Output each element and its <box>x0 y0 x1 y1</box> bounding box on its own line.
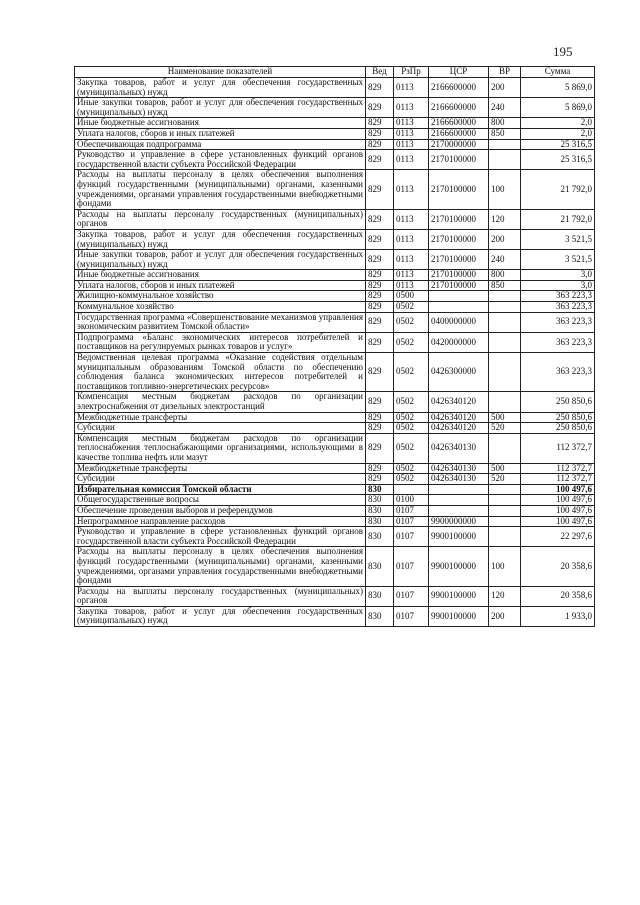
cell-rzpr: 0113 <box>394 150 429 170</box>
cell-name: Расходы на выплаты персоналу государственных (муниципальных) органов <box>75 209 366 229</box>
cell-ved: 829 <box>366 433 394 463</box>
cell-vr: 500 <box>489 412 521 423</box>
cell-ved: 830 <box>366 586 394 606</box>
cell-sum: 100 497,6 <box>521 505 595 516</box>
table-row <box>75 118 595 129</box>
cell-name: Избирательная комиссия Томской области <box>75 484 366 495</box>
table-row <box>75 463 595 474</box>
cell-vr: 200 <box>489 78 521 98</box>
table-row <box>75 128 595 139</box>
cell-name: Общегосударственные вопросы <box>75 495 366 506</box>
cell-rzpr: 0107 <box>394 516 429 527</box>
cell-rzpr: 0107 <box>394 505 429 516</box>
table-row <box>75 150 595 170</box>
cell-rzpr: 0113 <box>394 98 429 118</box>
cell-rzpr: 0502 <box>394 332 429 352</box>
cell-ved: 829 <box>366 463 394 474</box>
cell-name: Обеспечивающая подпрограмма <box>75 139 366 150</box>
cell-rzpr: 0113 <box>394 78 429 98</box>
cell-vr <box>489 291 521 302</box>
table-row <box>75 291 595 302</box>
cell-rzpr: 0113 <box>394 250 429 270</box>
table-row <box>75 606 595 626</box>
cell-sum: 3 521,5 <box>521 250 595 270</box>
cell-sum: 363 223,3 <box>521 302 595 313</box>
cell-csr: 2170000000 <box>429 139 489 150</box>
cell-sum: 112 372,7 <box>521 463 595 474</box>
cell-name: Жилищно-коммунальное хозяйство <box>75 291 366 302</box>
cell-vr <box>489 302 521 313</box>
cell-ved: 829 <box>366 312 394 332</box>
cell-csr: 0426340130 <box>429 463 489 474</box>
cell-csr: 2166600000 <box>429 98 489 118</box>
cell-ved: 829 <box>366 302 394 313</box>
cell-vr <box>489 505 521 516</box>
cell-rzpr: 0113 <box>394 170 429 209</box>
cell-csr: 2170100000 <box>429 209 489 229</box>
cell-name: Расходы на выплаты персоналу государственных (муниципальных) органов <box>75 586 366 606</box>
cell-vr <box>489 516 521 527</box>
cell-csr: 9900100000 <box>429 586 489 606</box>
cell-name: Уплата налогов, сборов и иных платежей <box>75 280 366 291</box>
cell-vr: 240 <box>489 250 521 270</box>
table-row <box>75 270 595 281</box>
cell-ved: 829 <box>366 128 394 139</box>
cell-rzpr: 0113 <box>394 118 429 129</box>
table-row <box>75 423 595 434</box>
cell-rzpr: 0500 <box>394 291 429 302</box>
cell-vr: 200 <box>489 229 521 249</box>
cell-sum: 21 792,0 <box>521 170 595 209</box>
header-sum: Сумма <box>521 67 595 78</box>
table-row <box>75 505 595 516</box>
table-row <box>75 209 595 229</box>
cell-rzpr: 0113 <box>394 139 429 150</box>
table-row <box>75 229 595 249</box>
cell-rzpr: 0502 <box>394 412 429 423</box>
cell-csr: 2170100000 <box>429 170 489 209</box>
cell-ved: 829 <box>366 270 394 281</box>
cell-vr: 100 <box>489 170 521 209</box>
table-row <box>75 312 595 332</box>
cell-sum: 363 223,3 <box>521 353 595 392</box>
cell-vr: 200 <box>489 606 521 626</box>
cell-rzpr <box>394 484 429 495</box>
cell-sum: 22 297,6 <box>521 527 595 547</box>
table-row <box>75 586 595 606</box>
table-row <box>75 78 595 98</box>
cell-csr: 9900100000 <box>429 547 489 586</box>
cell-vr <box>489 312 521 332</box>
cell-rzpr: 0502 <box>394 392 429 412</box>
cell-vr <box>489 332 521 352</box>
cell-rzpr: 0502 <box>394 474 429 485</box>
header-rzpr: РзПр <box>394 67 429 78</box>
cell-name: Обеспечение проведения выборов и референдумов <box>75 505 366 516</box>
cell-name: Компенсация местным бюджетам расходов по организации электроснабжения от дизельных электростанций <box>75 392 366 412</box>
cell-sum: 20 358,6 <box>521 547 595 586</box>
cell-ved: 829 <box>366 332 394 352</box>
table-header-row <box>75 67 595 78</box>
cell-ved: 830 <box>366 547 394 586</box>
table-row <box>75 484 595 495</box>
cell-csr: 0426300000 <box>429 353 489 392</box>
cell-rzpr: 0113 <box>394 280 429 291</box>
header-vr: ВР <box>489 67 521 78</box>
cell-csr <box>429 302 489 313</box>
cell-ved: 830 <box>366 606 394 626</box>
cell-sum: 3,0 <box>521 270 595 281</box>
cell-sum: 250 850,6 <box>521 423 595 434</box>
cell-rzpr: 0113 <box>394 229 429 249</box>
cell-vr: 120 <box>489 209 521 229</box>
cell-sum: 100 497,6 <box>521 495 595 506</box>
table-row <box>75 474 595 485</box>
cell-rzpr: 0107 <box>394 527 429 547</box>
cell-csr: 2166600000 <box>429 78 489 98</box>
cell-sum: 21 792,0 <box>521 209 595 229</box>
cell-rzpr: 0107 <box>394 547 429 586</box>
cell-ved: 829 <box>366 412 394 423</box>
cell-sum: 3 521,5 <box>521 229 595 249</box>
cell-csr: 0426340120 <box>429 392 489 412</box>
cell-vr: 120 <box>489 586 521 606</box>
cell-sum: 100 497,6 <box>521 516 595 527</box>
cell-name: Компенсация местным бюджетам расходов по организации теплоснабжения теплоснабжающими организациями, использующими в качестве топлива нефть или мазут <box>75 433 366 463</box>
cell-vr: 520 <box>489 423 521 434</box>
cell-sum: 2,0 <box>521 128 595 139</box>
cell-ved: 830 <box>366 505 394 516</box>
cell-vr: 850 <box>489 128 521 139</box>
cell-csr: 2170100000 <box>429 280 489 291</box>
cell-vr: 850 <box>489 280 521 291</box>
cell-name: Ведомственная целевая программа «Оказание содействия отдельным муниципальным образованиям Томской области по обеспечению соблюдения баланса экономических интересов потребителей и поставщиков топливно-энергетических ресурсов» <box>75 353 366 392</box>
cell-ved: 829 <box>366 392 394 412</box>
cell-rzpr: 0107 <box>394 586 429 606</box>
table-row <box>75 302 595 313</box>
cell-sum: 25 316,5 <box>521 139 595 150</box>
cell-rzpr: 0107 <box>394 606 429 626</box>
header-ved: Вед <box>366 67 394 78</box>
cell-sum: 250 850,6 <box>521 392 595 412</box>
cell-csr <box>429 484 489 495</box>
cell-rzpr: 0502 <box>394 302 429 313</box>
table-row <box>75 353 595 392</box>
cell-ved: 830 <box>366 484 394 495</box>
cell-csr: 0426340130 <box>429 474 489 485</box>
cell-name: Субсидии <box>75 474 366 485</box>
cell-ved: 829 <box>366 474 394 485</box>
cell-ved: 830 <box>366 495 394 506</box>
cell-ved: 829 <box>366 280 394 291</box>
cell-name: Межбюджетные трансферты <box>75 412 366 423</box>
cell-vr <box>489 392 521 412</box>
cell-vr <box>489 495 521 506</box>
header-name: Наименование показателей <box>75 67 366 78</box>
cell-name: Уплата налогов, сборов и иных платежей <box>75 128 366 139</box>
table-row <box>75 433 595 463</box>
cell-ved: 829 <box>366 353 394 392</box>
cell-rzpr: 0502 <box>394 353 429 392</box>
cell-csr: 2166600000 <box>429 118 489 129</box>
cell-name: Государственная программа «Совершенствование механизмов управления экономическим развитием Томской области» <box>75 312 366 332</box>
cell-rzpr: 0502 <box>394 423 429 434</box>
cell-sum: 5 869,0 <box>521 98 595 118</box>
cell-csr: 2170100000 <box>429 270 489 281</box>
cell-sum: 250 850,6 <box>521 412 595 423</box>
table-row <box>75 280 595 291</box>
cell-name: Межбюджетные трансферты <box>75 463 366 474</box>
cell-ved: 829 <box>366 209 394 229</box>
cell-name: Иные закупки товаров, работ и услуг для обеспечения государственных (муниципальных) нужд <box>75 250 366 270</box>
cell-ved: 830 <box>366 527 394 547</box>
cell-sum: 3,0 <box>521 280 595 291</box>
cell-name: Подпрограмма «Баланс экономических интересов потребителей и поставщиков на регулируемых рынках товаров и услуг» <box>75 332 366 352</box>
cell-sum: 112 372,7 <box>521 474 595 485</box>
cell-ved: 829 <box>366 118 394 129</box>
cell-csr: 0400000000 <box>429 312 489 332</box>
cell-name: Коммунальное хозяйство <box>75 302 366 313</box>
cell-sum: 5 869,0 <box>521 78 595 98</box>
cell-ved: 829 <box>366 78 394 98</box>
cell-csr: 9900100000 <box>429 606 489 626</box>
cell-sum: 100 497,6 <box>521 484 595 495</box>
cell-name: Руководство и управление в сфере установленных функций органов государственной власти субъекта Российской Федерации <box>75 150 366 170</box>
cell-csr: 2170100000 <box>429 250 489 270</box>
cell-vr: 100 <box>489 547 521 586</box>
table-row <box>75 98 595 118</box>
cell-sum: 363 223,3 <box>521 312 595 332</box>
table-row <box>75 392 595 412</box>
cell-vr <box>489 433 521 463</box>
table-row <box>75 412 595 423</box>
cell-vr <box>489 527 521 547</box>
cell-name: Иные закупки товаров, работ и услуг для обеспечения государственных (муниципальных) нужд <box>75 98 366 118</box>
cell-sum: 112 372,7 <box>521 433 595 463</box>
cell-csr: 9900100000 <box>429 527 489 547</box>
cell-vr: 520 <box>489 474 521 485</box>
cell-sum: 363 223,3 <box>521 332 595 352</box>
cell-csr: 2170100000 <box>429 150 489 170</box>
cell-name: Иные бюджетные ассигнования <box>75 270 366 281</box>
cell-sum: 2,0 <box>521 118 595 129</box>
cell-rzpr: 0113 <box>394 128 429 139</box>
cell-ved: 829 <box>366 229 394 249</box>
table-row <box>75 547 595 586</box>
cell-name: Непрограммное направление расходов <box>75 516 366 527</box>
cell-csr: 0420000000 <box>429 332 489 352</box>
cell-csr <box>429 291 489 302</box>
cell-vr <box>489 484 521 495</box>
header-csr: ЦСР <box>429 67 489 78</box>
cell-sum: 25 316,5 <box>521 150 595 170</box>
cell-name: Закупка товаров, работ и услуг для обеспечения государственных (муниципальных) нужд <box>75 606 366 626</box>
cell-name: Расходы на выплаты персоналу в целях обеспечения выполнения функций государственными (муниципальными) органами, казенными учреждениями, органами управления государственными внебюджетными фондами <box>75 547 366 586</box>
cell-rzpr: 0113 <box>394 209 429 229</box>
cell-ved: 830 <box>366 516 394 527</box>
cell-ved: 829 <box>366 150 394 170</box>
table-row <box>75 527 595 547</box>
cell-ved: 829 <box>366 250 394 270</box>
cell-ved: 829 <box>366 98 394 118</box>
cell-vr <box>489 353 521 392</box>
table-row <box>75 139 595 150</box>
table-row <box>75 516 595 527</box>
cell-ved: 829 <box>366 170 394 209</box>
cell-rzpr: 0113 <box>394 270 429 281</box>
cell-rzpr: 0502 <box>394 463 429 474</box>
cell-csr: 0426340120 <box>429 423 489 434</box>
table-row <box>75 495 595 506</box>
cell-sum: 20 358,6 <box>521 586 595 606</box>
cell-vr: 500 <box>489 463 521 474</box>
cell-sum: 1 933,0 <box>521 606 595 626</box>
cell-name: Расходы на выплаты персоналу в целях обеспечения выполнения функций государственными (муниципальными) органами, казенными учреждениями, органами управления государственными внебюджетными фондами <box>75 170 366 209</box>
table-row <box>75 170 595 209</box>
cell-vr: 800 <box>489 270 521 281</box>
cell-csr: 2170100000 <box>429 229 489 249</box>
cell-csr: 9900000000 <box>429 516 489 527</box>
page-number: 195 <box>553 44 573 59</box>
table-row <box>75 332 595 352</box>
cell-csr: 0426340120 <box>429 412 489 423</box>
cell-csr: 2166600000 <box>429 128 489 139</box>
cell-vr <box>489 139 521 150</box>
cell-rzpr: 0502 <box>394 433 429 463</box>
cell-name: Субсидии <box>75 423 366 434</box>
cell-rzpr: 0502 <box>394 312 429 332</box>
cell-csr <box>429 495 489 506</box>
budget-table <box>74 66 595 627</box>
cell-sum: 363 223,3 <box>521 291 595 302</box>
cell-vr: 240 <box>489 98 521 118</box>
cell-name: Руководство и управление в сфере установленных функций органов государственной власти субъекта Российской Федерации <box>75 527 366 547</box>
cell-ved: 829 <box>366 423 394 434</box>
cell-vr: 800 <box>489 118 521 129</box>
table-row <box>75 250 595 270</box>
cell-rzpr: 0100 <box>394 495 429 506</box>
cell-csr: 0426340130 <box>429 433 489 463</box>
table-body <box>75 78 595 627</box>
cell-name: Иные бюджетные ассигнования <box>75 118 366 129</box>
cell-ved: 829 <box>366 291 394 302</box>
cell-name: Закупка товаров, работ и услуг для обеспечения государственных (муниципальных) нужд <box>75 229 366 249</box>
cell-vr <box>489 150 521 170</box>
cell-csr <box>429 505 489 516</box>
cell-name: Закупка товаров, работ и услуг для обеспечения государственных (муниципальных) нужд <box>75 78 366 98</box>
cell-ved: 829 <box>366 139 394 150</box>
